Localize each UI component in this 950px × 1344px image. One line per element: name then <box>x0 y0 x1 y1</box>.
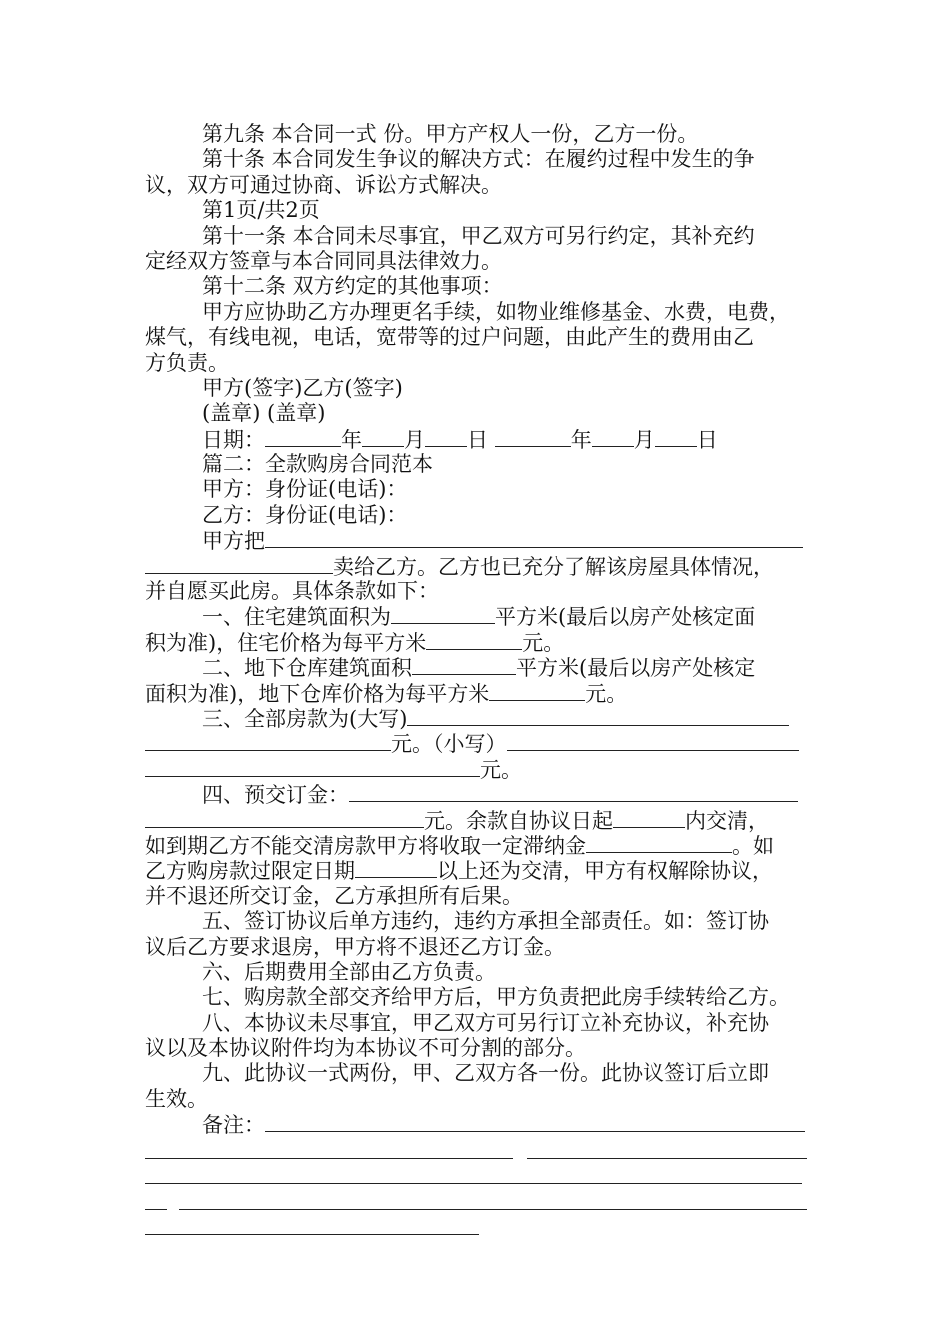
sell-line1 <box>145 528 810 553</box>
day-label-a: 日 <box>467 427 488 452</box>
blank-property-cont <box>145 554 333 574</box>
clause-4-line4 <box>145 858 810 883</box>
other-matters-line1: 甲方应协助乙方办理更名手续，如物业维修基金、水费，电费， <box>202 299 790 324</box>
remark-rule-3 <box>145 1188 810 1213</box>
day-label-b: 日 <box>696 427 718 452</box>
blank-remark <box>265 1112 805 1132</box>
sell-label: 甲方把 <box>202 529 265 554</box>
clause-4-deadline-label: 乙方购房款过限定日期 <box>145 859 355 884</box>
remark-rule-segment <box>145 1209 167 1210</box>
blank-day-b <box>655 427 697 447</box>
blank-month-a <box>362 427 404 447</box>
blank-day-a <box>425 427 467 447</box>
clause-9-line1: 九、此协议一式两份，甲、乙双方各一份。此协议签订后立即 <box>202 1061 769 1086</box>
clause-4-if: 。如 <box>732 833 774 858</box>
clause-3-label: 三、全部房款为(大写) <box>202 706 408 731</box>
date-label: 日期： <box>202 427 265 452</box>
remark-rule-segment <box>145 1183 802 1184</box>
clause-2-price-label: 面积为准)，地下仓库价格为每平方米 <box>145 681 490 706</box>
clause-5-line1: 五、签订协议后单方违约，违约方承担全部责任。如：签订协 <box>202 909 769 934</box>
clause-2-label: 二、地下仓库建筑面积 <box>202 656 412 681</box>
clause-2-line2 <box>145 681 810 706</box>
clause-4-line3 <box>145 833 810 858</box>
clause-3-line1 <box>145 706 810 731</box>
party-b: 乙方：身份证(电话)： <box>202 502 408 527</box>
blank-deposit-cont <box>145 808 424 828</box>
remark-rule-segment <box>179 1209 807 1210</box>
month-label-a: 月 <box>404 427 425 452</box>
remark-rule-segment <box>527 1158 807 1159</box>
blank-deposit <box>349 782 798 802</box>
blank-total-lower <box>507 731 799 751</box>
blank-storage-price <box>489 681 585 701</box>
article-12: 第十二条 双方约定的其他事项： <box>202 274 503 299</box>
clause-5-line2: 议后乙方要求退房，甲方将不退还乙方订金。 <box>145 934 565 959</box>
clause-3-lower-label: 元。（小写） <box>391 732 507 757</box>
clause-3-line3 <box>145 757 810 782</box>
clause-8-line1: 八、本协议未尽事宜，甲乙双方可另行订立补充协议，补充协 <box>202 1010 769 1035</box>
blank-late-fee <box>586 833 732 853</box>
blank-year-b <box>495 427 571 447</box>
signature-line: 甲方(签字)乙方(签字) <box>202 375 403 400</box>
clause-7: 七、购房款全部交齐给甲方后，甲方负责把此房手续转给乙方。 <box>202 985 790 1010</box>
month-label-b: 月 <box>633 427 655 452</box>
remark-rule-segment <box>145 1158 513 1159</box>
article-11-line1: 第十一条 本合同未尽事宜，甲乙双方可另行约定，其补充约 <box>202 223 755 248</box>
clause-4-within: 内交清， <box>685 808 769 833</box>
clause-4-terminate: 以上还为交清，甲方有权解除协议， <box>437 859 773 884</box>
remark-rule-4 <box>145 1214 810 1239</box>
remark-rule-2 <box>145 1163 810 1188</box>
seal-line: (盖章) (盖章) <box>202 401 326 426</box>
clause-4-line5: 并不退还所交订金，乙方承担所有后果。 <box>145 883 523 908</box>
article-9: 第九条 本合同一式 份。甲方产权人一份，乙方一份。 <box>202 122 699 146</box>
blank-deadline <box>355 858 437 878</box>
part2-title: 篇二：全款购房合同范本 <box>202 452 433 477</box>
clause-4-line1 <box>145 782 810 807</box>
clause-6: 六、后期费用全部由乙方负责。 <box>202 959 496 984</box>
blank-property <box>265 528 803 548</box>
blank-balance-days <box>613 808 685 828</box>
clause-1-yuan: 元。 <box>522 630 565 655</box>
blank-year-a <box>265 427 341 447</box>
remark-rule-segment <box>145 1234 479 1235</box>
clause-2-yuan: 元。 <box>585 681 628 706</box>
page-number: 第1页/共2页 <box>202 198 320 223</box>
blank-total-upper-cont <box>145 731 391 751</box>
clause-1-line1 <box>145 604 810 629</box>
other-matters-line2: 煤气，有线电视，电话，宽带等的过户问题，由此产生的费用由乙 <box>145 325 754 350</box>
remark-rule-1 <box>145 1138 810 1163</box>
clause-2-unit: 平方米(最后以房产处核定 <box>516 656 756 681</box>
clause-4-late-fee-label: 如到期乙方不能交清房款甲方将收取一定滞纳金 <box>145 833 586 858</box>
contract-page <box>145 122 810 1239</box>
date-line <box>145 427 810 452</box>
party-a: 甲方：身份证(电话)： <box>202 477 408 502</box>
remark-label: 备注： <box>202 1113 265 1138</box>
sell-text: 卖给乙方。乙方也已充分了解该房屋具体情况， <box>333 554 774 579</box>
clause-1-price-label: 积为准)，住宅价格为每平方米 <box>145 630 427 655</box>
clause-3-line2 <box>145 731 810 756</box>
clause-3-yuan: 元。 <box>480 757 522 782</box>
article-10-line1: 第十条 本合同发生争议的解决方式：在履约过程中发生的争 <box>202 147 755 172</box>
blank-total-lower-cont <box>145 757 480 777</box>
article-11-line2: 定经双方签章与本合同同具法律效力。 <box>145 248 502 273</box>
clause-2-line1 <box>145 655 810 680</box>
clause-1-unit: 平方米(最后以房产处核定面 <box>495 605 756 630</box>
clause-1-label: 一、住宅建筑面积为 <box>202 605 391 630</box>
sell-line2 <box>145 554 810 579</box>
blank-residential-area <box>391 604 495 624</box>
clause-8-line2: 议以及本协议附件均为本协议不可分割的部分。 <box>145 1036 586 1061</box>
blank-residential-price <box>426 630 522 650</box>
other-matters-line3: 方负责。 <box>145 350 229 375</box>
blank-month-b <box>592 427 634 447</box>
clause-4-balance-label: 元。余款自协议日起 <box>424 808 613 833</box>
clause-4-label: 四、预交订金： <box>202 783 349 808</box>
blank-storage-area <box>412 655 516 675</box>
sell-line3: 并自愿买此房。具体条款如下： <box>145 579 439 604</box>
clause-1-line2 <box>145 630 810 655</box>
article-10-line2: 议，双方可通过协商、诉讼方式解决。 <box>145 172 502 197</box>
blank-total-upper <box>407 706 789 726</box>
clause-9-line2: 生效。 <box>145 1086 208 1111</box>
remark-line <box>145 1112 810 1137</box>
clause-4-line2 <box>145 808 810 833</box>
year-label-b: 年 <box>570 427 592 452</box>
year-label-a: 年 <box>341 427 362 452</box>
